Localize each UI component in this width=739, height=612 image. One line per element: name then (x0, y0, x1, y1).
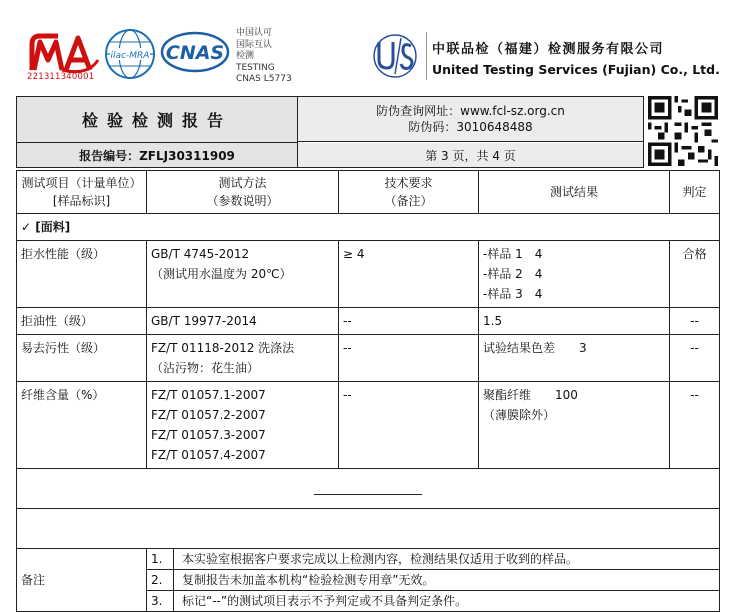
cell-judge: -- (670, 382, 720, 469)
note-item (147, 591, 719, 611)
method-line: FZ/T 01057.3-2007 (151, 428, 266, 442)
table-row (17, 335, 720, 382)
cell-item: 易去污性（级） (17, 335, 147, 382)
col-header-item (17, 171, 147, 214)
cnas-line-4: TESTING (236, 62, 275, 73)
table-row (17, 308, 720, 335)
cell-item: 纤维含量（%） (17, 382, 147, 469)
cell-judge: -- (670, 335, 720, 382)
cell-judge: 合格 (670, 241, 720, 308)
method-line: FZ/T 01057.4-2007 (151, 448, 266, 462)
result-line: -样品 3 4 (483, 287, 543, 301)
method-line: GB/T 19977-2014 (151, 314, 257, 328)
note-text: 复制报告未加盖本机构“检验检测专用章”无效。 (182, 573, 435, 587)
end-of-results-line (314, 494, 422, 495)
header-req-line-2: （备注） (384, 194, 433, 208)
cell-method (147, 382, 339, 469)
cell-item: 拒水性能（级） (17, 241, 147, 308)
table-row (17, 382, 720, 469)
company-name-en: United Testing Services (Fujian) Co., Ltd. (432, 62, 720, 77)
note-item (147, 549, 719, 570)
category-row (17, 214, 720, 241)
cnas-line-1: 中国认可 (236, 28, 273, 38)
cell-requirement: -- (339, 308, 479, 335)
anti-fake-code: 防伪码：3010648488 (408, 120, 533, 134)
report-title: 检验检测报告 (17, 97, 297, 143)
company-name (432, 38, 720, 77)
method-line: （测试用水温度为 20℃） (151, 267, 292, 281)
result-line: （薄膜除外） (483, 408, 556, 422)
method-line: （沾污物：花生油） (151, 361, 260, 375)
header-req-line-1: 技术要求 (384, 176, 433, 190)
cnas-accreditation-text (236, 28, 292, 86)
cell-method (147, 308, 339, 335)
category-label: ✓ [面料] (17, 214, 720, 241)
page-info: 第 3 页，共 4 页 (298, 143, 643, 167)
cell-result (479, 308, 670, 335)
svg-text:ilac-MRA: ilac-MRA (110, 51, 150, 61)
cell-requirement: -- (339, 382, 479, 469)
cnas-line-3: 检测 (236, 51, 255, 61)
result-line: 试验结果色差 3 (483, 341, 587, 355)
cnas-logo-icon (160, 30, 230, 74)
col-header-result: 测试结果 (479, 171, 670, 214)
note-number: 2. (147, 570, 174, 590)
anti-fake-site: 防伪查询网址：www.fcl-sz.org.cn (376, 104, 565, 118)
result-line: 1.5 (483, 314, 503, 328)
header-item-line-1: 测试项目（计量单位） (21, 176, 142, 190)
cell-requirement: -- (339, 335, 479, 382)
cell-result (479, 382, 670, 469)
report-title-block (16, 96, 644, 168)
col-header-judge: 判定 (670, 171, 720, 214)
header-method-line-2: （参数说明） (206, 194, 279, 208)
col-header-requirement (339, 171, 479, 214)
ilac-mra-logo-icon (104, 28, 156, 80)
cell-requirement: ≥ 4 (339, 241, 479, 308)
cell-result (479, 241, 670, 308)
test-results-table (16, 170, 720, 612)
logo-divider (426, 32, 427, 80)
method-line: FZ/T 01057.1-2007 (151, 388, 266, 402)
result-line: -样品 1 4 (483, 247, 543, 261)
cma-code: 221311340001 (27, 72, 95, 82)
note-number: 3. (147, 591, 174, 611)
note-text: 本实验室根据客户要求完成以上检测内容，检测结果仅适用于收到的样品。 (182, 552, 579, 566)
header-logos (0, 0, 739, 96)
qr-code-icon (648, 96, 718, 166)
table-row (17, 241, 720, 308)
method-line: FZ/T 01118-2012 洗涤法 (151, 341, 295, 355)
uts-logo-icon (365, 32, 425, 80)
cnas-line-2: 国际互认 (236, 39, 273, 50)
notes-label: 备注 (17, 549, 147, 612)
title-right (298, 97, 643, 167)
result-line: 聚酯纤维 100 (483, 388, 578, 402)
anti-fake-info (298, 97, 643, 142)
method-line: FZ/T 01057.2-2007 (151, 408, 266, 422)
result-line: -样品 2 4 (483, 267, 543, 281)
col-header-method (147, 171, 339, 214)
cell-item: 拒油性（级） (17, 308, 147, 335)
method-line: GB/T 4745-2012 (151, 247, 250, 261)
title-left (17, 97, 298, 167)
cell-method (147, 241, 339, 308)
header-item-line-2: [样品标识] (52, 194, 111, 208)
table-header-row (17, 171, 720, 214)
end-marker-row (17, 469, 720, 509)
cell-method (147, 335, 339, 382)
end-marker-cell (17, 469, 720, 509)
note-number: 1. (147, 549, 174, 569)
notes-row (17, 549, 720, 612)
note-item (147, 570, 719, 591)
cell-judge: -- (670, 308, 720, 335)
note-text: 标记“--”的测试项目表示不予判定或不具备判定条件。 (182, 594, 468, 608)
header-method-line-1: 测试方法 (218, 176, 267, 190)
svg-text:CNAS: CNAS (165, 42, 225, 64)
spacer-row (17, 509, 720, 549)
company-name-cn: 中联品检（福建）检测服务有限公司 (432, 42, 665, 57)
cnas-line-5: CNAS L5773 (236, 74, 292, 84)
notes-content (147, 549, 720, 612)
cell-result (479, 335, 670, 382)
report-number: 报告编号：ZFLJ30311909 (17, 143, 297, 167)
spacer-cell (17, 509, 720, 549)
